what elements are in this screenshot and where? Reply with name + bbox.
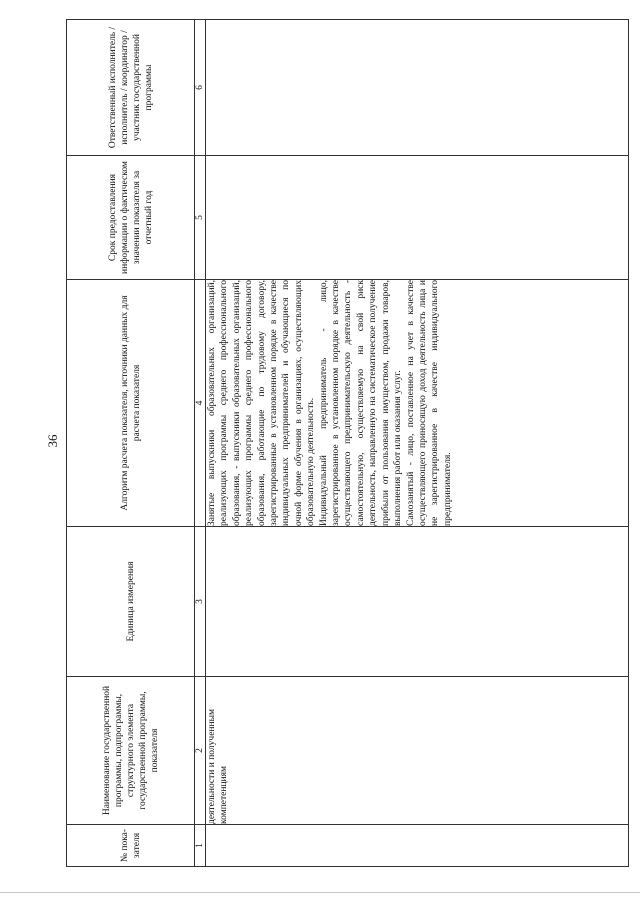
indicator-table-container — [66, 20, 629, 867]
page-number: 36 — [45, 434, 60, 448]
rotated-table-frame — [66, 20, 629, 867]
algorithm-paragraph: Занятые выпускники образовательных организаций, реализующих программы среднего профессионального образования, - выпускники образовательных организаций, реализующих программы среднего профессионального образования, работающие по трудовому договору, зарегистрированные в установленном порядке в качестве индивидуальных предпринимателей и обучающиеся по очной форме обучения в организациях, осуществляющих образовательную деятельность. — [207, 280, 317, 526]
row-deadline — [206, 156, 629, 280]
header-algorithm: Алгоритм расчета показателя, источники данных для расчета показателя — [67, 280, 195, 527]
row-responsible — [206, 20, 629, 156]
indicator-table — [66, 19, 629, 867]
column-number: 5 — [195, 156, 206, 280]
algorithm-paragraph: Самозанятый - лицо, поставленное на учет в качестве осуществляющего приносящую доход деятельность лица и не зарегистрированное в качестве индивидуального предпринимателя. — [405, 280, 453, 526]
header-row — [67, 20, 195, 867]
header-indicator-number: № пока-зателя — [67, 825, 195, 867]
header-responsible: Ответственный исполнитель / исполнитель / координатор / участник государственной программы — [67, 20, 195, 156]
row-indicator-name: деятельности и полученным компетенциям — [206, 677, 629, 825]
algorithm-paragraph: Индивидуальный предприниматель - лицо, зарегистрированное в установленном порядке в качестве осуществляющего предпринимательскую деятельность - самостоятельную, осуществляемую на свой риск деятельность, направленную на систематическое получение прибыли от пользования имуществом, продажи товаров, выполнения работ или оказания услуг. — [318, 280, 404, 526]
header-unit: Единица измерения — [67, 527, 195, 677]
column-number: 4 — [195, 280, 206, 527]
column-number: 3 — [195, 527, 206, 677]
row-unit — [206, 527, 629, 677]
column-number: 6 — [195, 20, 206, 156]
column-number: 1 — [195, 825, 206, 867]
row-indicator-number — [206, 825, 629, 867]
row-algorithm — [206, 280, 629, 527]
column-number: 2 — [195, 677, 206, 825]
table-row — [206, 20, 629, 867]
column-number-row — [195, 20, 206, 867]
page-bottom-rule — [0, 892, 640, 893]
header-deadline: Срок предоставления информации о фактическом значении показателя за отчетный год — [67, 156, 195, 280]
header-indicator-name: Наименование государственной программы, подпрограммы, структурного элемента государственной программы, показателя — [67, 677, 195, 825]
